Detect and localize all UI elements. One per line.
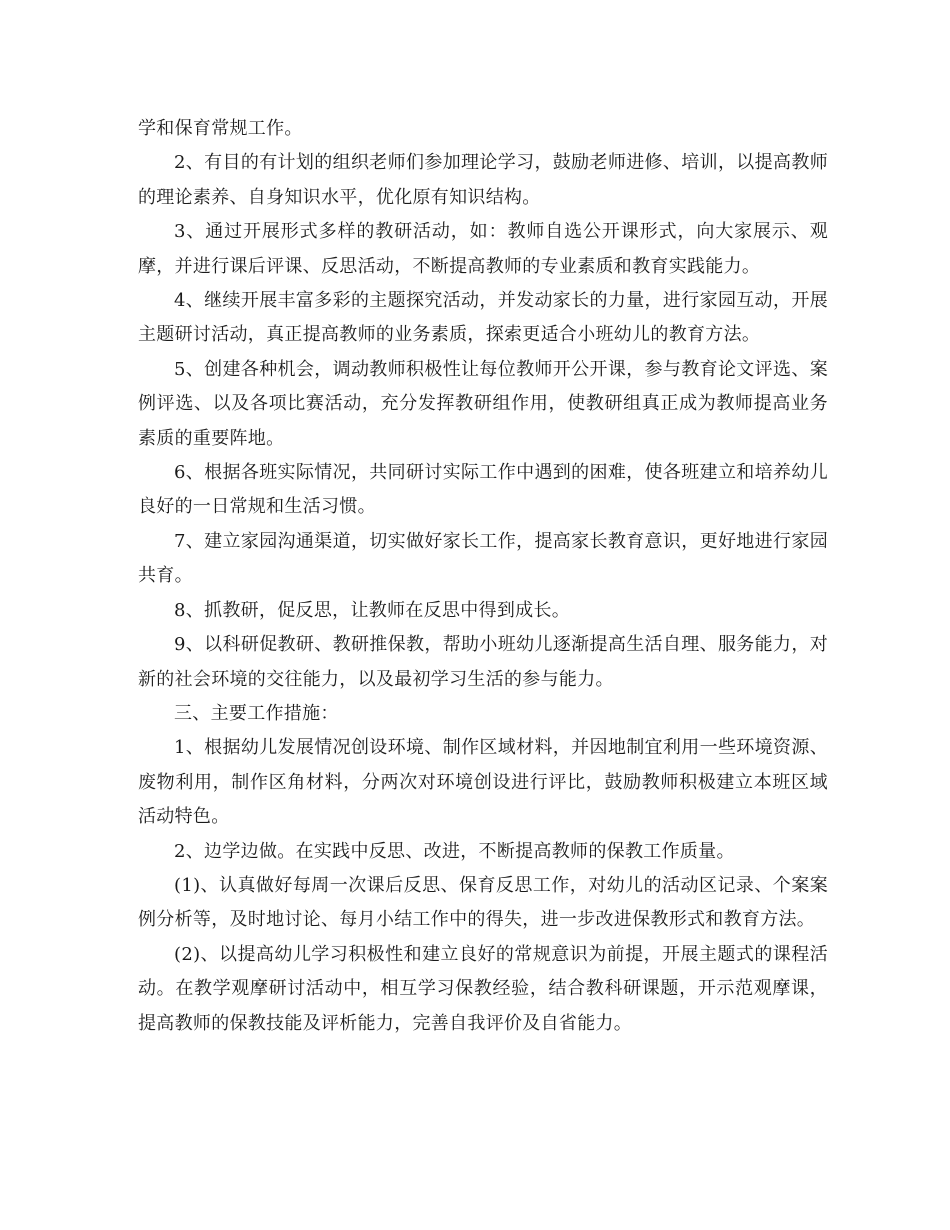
paragraph-10: 1、根据幼儿发展情况创设环境、制作区域材料，并因地制宜利用一些环境资源、废物利用，制作区角材料，分两次对环境创设进行评比，鼓励教师积极建立本班区域活动特色。 xyxy=(138,737,828,828)
paragraph-5: 6、根据各班实际情况，共同研讨实际工作中遇到的困难，使各班建立和培养幼儿良好的一日常规和生活习惯。 xyxy=(138,462,828,518)
section-heading: 三、主要工作措施： xyxy=(174,702,339,724)
paragraph-3: 4、继续开展丰富多彩的主题探究活动，并发动家长的力量，进行家园互动，开展主题研讨活动，真正提高教师的业务素质，探索更适合小班幼儿的教育方法。 xyxy=(138,290,828,346)
paragraph-0: 学和保育常规工作。 xyxy=(138,118,303,139)
paragraph-11: 2、边学边做。在实践中反思、改进，不断提高教师的保教工作质量。 xyxy=(174,840,735,862)
paragraph-12: (1)、认真做好每周一次课后反思、保育反思工作，对幼儿的活动区记录、个案案例分析等，及时地讨论、每月小结工作中的得失，进一步改进保教形式和教育方法。 xyxy=(138,874,828,931)
paragraph-1: 2、有目的有计划的组织老师们参加理论学习，鼓励老师进修、培训，以提高教师的理论素养、自身知识水平，优化原有知识结构。 xyxy=(138,152,828,208)
document-body xyxy=(138,112,828,1041)
paragraph-2: 3、通过开展形式多样的教研活动，如：教师自选公开课形式，向大家展示、观摩，并进行课后评课、反思活动，不断提高教师的专业素质和教育实践能力。 xyxy=(138,221,828,277)
paragraph-13: (2)、以提高幼儿学习积极性和建立良好的常规意识为前提，开展主题式的课程活动。在教学观摩研讨活动中，相互学习保教经验，结合教科研课题，开示范观摩课，提高教师的保教技能及评析能力，完善自我评价及自省能力。 xyxy=(138,943,828,1034)
paragraph-8: 9、以科研促教研、教研推保教，帮助小班幼儿逐渐提高生活自理、服务能力，对新的社会环境的交往能力，以及最初学习生活的参与能力。 xyxy=(138,634,828,690)
paragraph-4: 5、创建各种机会，调动教师积极性让每位教师开公开课，参与教育论文评选、案例评选、以及各项比赛活动，充分发挥教研组作用，使教研组真正成为教师提高业务素质的重要阵地。 xyxy=(138,358,828,449)
paragraph-7: 8、抓教研，促反思，让教师在反思中得到成长。 xyxy=(174,599,571,621)
paragraph-6: 7、建立家园沟通渠道，切实做好家长工作，提高家长教育意识，更好地进行家园共育。 xyxy=(138,530,828,587)
